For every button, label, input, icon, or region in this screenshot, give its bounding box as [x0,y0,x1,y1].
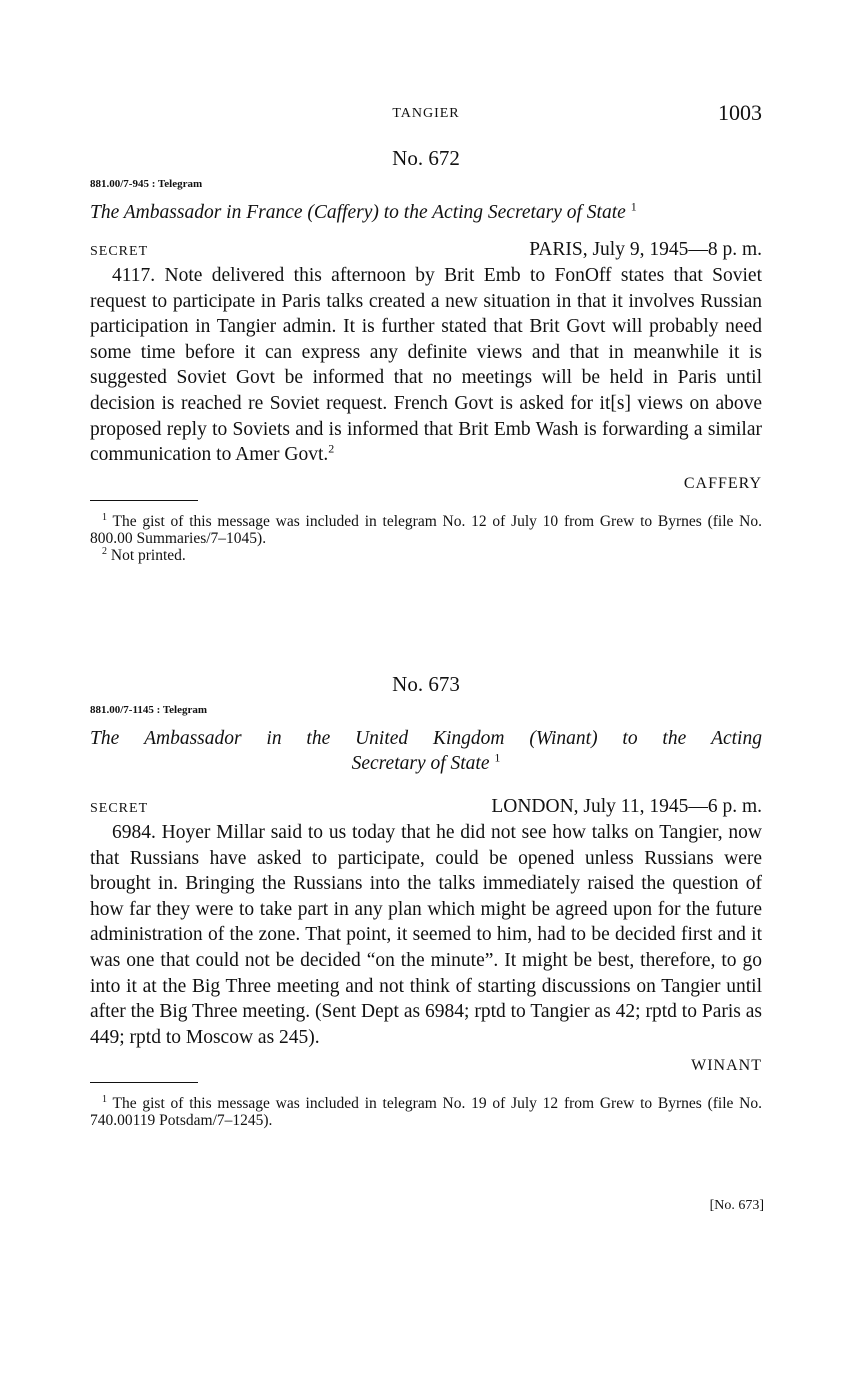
footnote-divider [90,1082,198,1083]
body-text: 4117. Note delivered this afternoon by Brit Emb to FonOff states that Soviet request to participate in Paris talks created a new situation in that it involves Russian participation in Tangier admin. It is further stated that Brit Govt will probably need some time before it can express any definite views and that in meanwhile it is suggested Soviet Govt be informed that no meetings will be held in Paris until decision is reached re Soviet request. French Govt is asked for it[s] views on above proposed reply to Soviets and is informed that Brit Emb Wash is forwarding a similar communication to Amer Govt. [90,265,762,466]
dateline [90,794,762,820]
footnote-mark: 1 [102,1094,107,1106]
file-reference: 881.00/7-1145 : Telegram [90,704,208,716]
footnote [90,547,762,564]
document-number: No. 673 [392,672,460,696]
heading-word: The [90,728,120,749]
document-bracket-reference: [No. 673] [709,1198,764,1213]
running-head [90,100,762,130]
telegram-body: 6984. Hoyer Millar said to us today that he did not see how talks on Tangier, now that Russians have asked to participate, could be opened unless Russians were brought in. Bringing the Russians into the talks immediately raised the question of how far they were to take part in any plan which might be agreed upon for the future administration of the zone. That point, it seemed to him, had to be decided first and it was one that could not be decided “on the minute”. It might be best, therefore, to go into it at the Big Three meeting and not think of starting discussions on Tangier until after the Big Three meeting. (Sent Dept as 6984; rptd to Tangier as 42; rptd to Paris as 449; rptd to Moscow as 245). [90,822,762,1048]
file-reference: 881.00/7-945 : Telegram [90,178,203,190]
heading-word: the [662,728,687,749]
signature: WINANT [691,1057,762,1075]
heading-word: United [355,728,409,749]
classification: SECRET [90,244,149,259]
heading-word: the [306,728,331,749]
heading-text: The Ambassador in France (Caffery) to the Acting Secretary of State [90,202,626,223]
document-673 [90,668,762,1129]
heading-text: Secretary of State [351,753,490,774]
heading-word: Ambassador [144,728,242,749]
heading-word: Kingdom [432,728,505,749]
place-date: LONDON, July 11, 1945—6 p. m. [491,796,762,817]
heading-word: Acting [711,728,762,749]
footnote-divider [90,500,198,501]
footnote-mark: 2 [328,441,335,456]
footnote [90,513,762,547]
footnote [90,1095,762,1129]
classification: SECRET [90,801,149,816]
heading-word: to [622,728,638,749]
document-heading [90,200,762,225]
heading-word: in [266,728,282,749]
footnote-mark: 1 [102,511,107,523]
document-672 [90,142,762,564]
dateline [90,237,762,263]
signature: CAFFERY [683,474,762,492]
page-number: 1003 [718,100,762,125]
heading-line-1 [90,726,762,751]
footnote-mark: 2 [102,545,107,557]
footnote-text: Not printed. [110,546,186,564]
footnote-mark: 1 [630,199,637,214]
footnote-mark: 1 [494,750,501,765]
place-date: PARIS, July 9, 1945—8 p. m. [529,239,762,260]
document-heading [90,726,762,776]
document-number: No. 672 [392,146,460,170]
footnote-text: The gist of this message was included in telegram No. 19 of July 12 from Grew to Byrnes (file No. 740.00119 Potsdam/7–1245). [90,1095,762,1130]
telegram-body [90,263,762,468]
footnotes [90,1095,762,1129]
heading-line-2 [90,751,762,776]
footnote-text: The gist of this message was included in telegram No. 12 of July 10 from Grew to Byrnes (file No. 800.00 Summaries/7–1045). [90,512,762,547]
heading-word: (Winant) [529,728,598,749]
running-title: TANGIER [392,106,460,121]
footnotes [90,513,762,564]
